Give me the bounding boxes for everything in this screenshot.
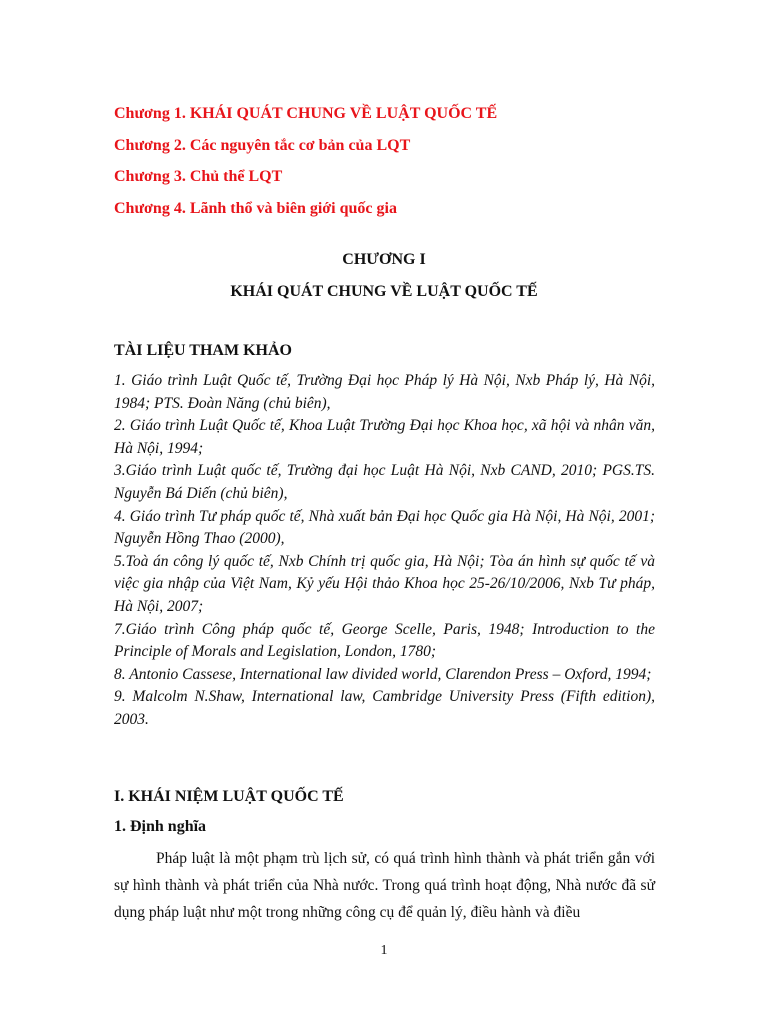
references-heading: TÀI LIỆU THAM KHẢO <box>114 342 292 359</box>
chapter-title: KHÁI QUÁT CHUNG VỀ LUẬT QUỐC TẾ <box>230 283 538 300</box>
reference-list <box>114 370 655 732</box>
page-number: 1 <box>380 943 388 958</box>
reference-item-5: 5.Toà án công lý quốc tế, Nxb Chính trị quốc gia, Hà Nội; Tòa án hình sự quốc tế và việc gia nhập của Việt Nam, Kỷ yếu Hội thảo Khoa học 25-26/10/2006, Nxb Tư pháp, Hà Nội, 2007; <box>114 552 655 615</box>
reference-item-1: 1. Giáo trình Luật Quốc tế, Trường Đại học Pháp lý Hà Nội, Nxb Pháp lý, Hà Nội, 1984; PTS. Đoàn Năng (chủ biên), <box>114 372 655 412</box>
toc-item-chapter-1[interactable]: Chương 1. KHÁI QUÁT CHUNG VỀ LUẬT QUỐC TẾ <box>114 105 498 122</box>
toc-item-chapter-2[interactable]: Chương 2. Các nguyên tắc cơ bản của LQT <box>114 136 411 154</box>
section-heading: I. KHÁI NIỆM LUẬT QUỐC TẾ <box>114 788 344 805</box>
reference-item-3: 3.Giáo trình Luật quốc tế, Trường đại học Luật Hà Nội, Nxb CAND, 2010; PGS.TS. Nguyễn Bá Diến (chủ biên), <box>114 462 655 502</box>
body-paragraph: Pháp luật là một phạm trù lịch sử, có quá trình hình thành và phát triển gắn với sự hình thành và phát triển của Nhà nước. Trong quá trình hoạt động, Nhà nước đã sử dụng pháp luật như một trong những công cụ để quản lý, điều hành và điều <box>114 850 655 921</box>
table-of-contents <box>114 98 497 224</box>
reference-item-4: 4. Giáo trình Tư pháp quốc tế, Nhà xuất bản Đại học Quốc gia Hà Nội, Hà Nội, 2001; Nguyễn Hồng Thao (2000), <box>114 507 655 548</box>
reference-item-9: 9. Malcolm N.Shaw, International law, Cambridge University Press (Fifth edition), 2003. <box>114 688 655 728</box>
reference-item-2: 2. Giáo trình Luật Quốc tế, Khoa Luật Trường Đại học Khoa học, xã hội và nhân văn, Hà Nội, 1994; <box>114 417 655 457</box>
reference-item-7: 7.Giáo trình Công pháp quốc tế, George Scelle, Paris, 1948; Introduction to the Principle of Morals and Legislation, London, 1780; <box>114 620 655 661</box>
section-subheading: 1. Định nghĩa <box>114 818 207 835</box>
toc-item-chapter-4[interactable]: Chương 4. Lãnh thổ và biên giới quốc gia <box>114 199 397 217</box>
toc-item-chapter-3[interactable]: Chương 3. Chủ thể LQT <box>114 168 283 185</box>
reference-item-8: 8. Antonio Cassese, International law divided world, Clarendon Press – Oxford, 1994; <box>114 665 652 683</box>
chapter-number: CHƯƠNG I <box>342 251 426 268</box>
